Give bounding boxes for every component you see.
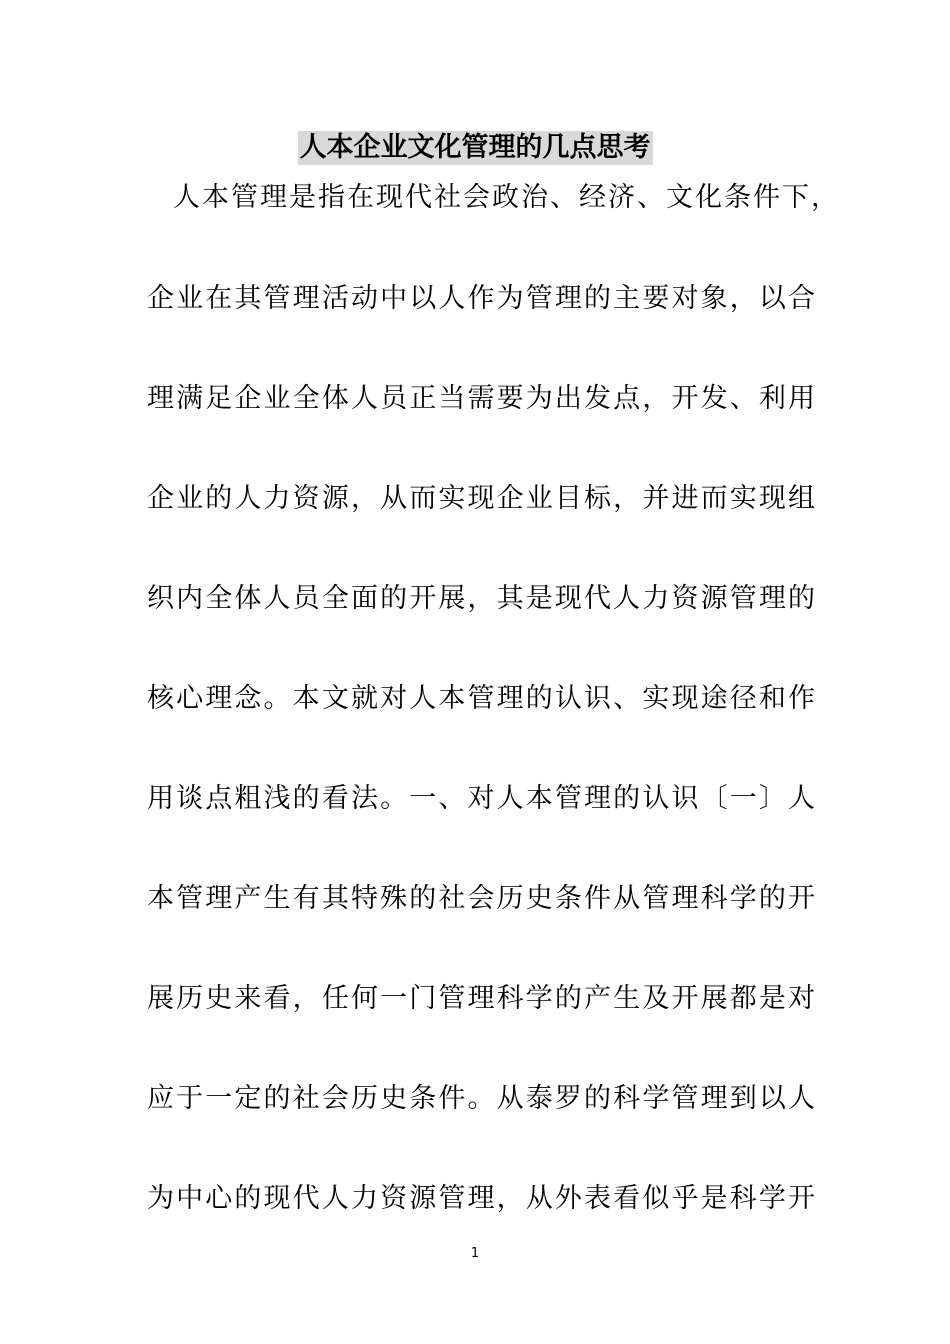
document-title: 人本企业文化管理的几点思考 xyxy=(299,132,651,163)
paragraph-line-5: 织内全体人员全面的开展，其是现代人力资源管理的 xyxy=(147,583,817,614)
paragraph-line-7: 用谈点粗浅的看法。一、对人本管理的认识〔一〕人 xyxy=(147,783,817,814)
title-container xyxy=(0,131,950,165)
paragraph-line-11: 为中心的现代人力资源管理，从外表看似乎是科学开 xyxy=(147,1183,817,1214)
paragraph-line-4: 企业的人力资源，从而实现企业目标，并进而实现组 xyxy=(147,483,817,514)
paragraph-line-8: 本管理产生有其特殊的社会历史条件从管理科学的开 xyxy=(147,883,817,914)
paragraph-line-1: 人本管理是指在现代社会政治、经济、文化条件下， xyxy=(173,182,840,213)
page-number: 1 xyxy=(470,1246,480,1261)
paragraph-line-3: 理满足企业全体人员正当需要为出发点，开发、利用 xyxy=(147,383,817,414)
paragraph-line-2: 企业在其管理活动中以人作为管理的主要对象，以合 xyxy=(147,283,817,314)
paragraph-line-9: 展历史来看，任何一门管理科学的产生及开展都是对 xyxy=(147,983,817,1014)
paragraph-line-10: 应于一定的社会历史条件。从泰罗的科学管理到以人 xyxy=(147,1083,817,1114)
paragraph-line-6: 核心理念。本文就对人本管理的认识、实现途径和作 xyxy=(147,683,817,714)
